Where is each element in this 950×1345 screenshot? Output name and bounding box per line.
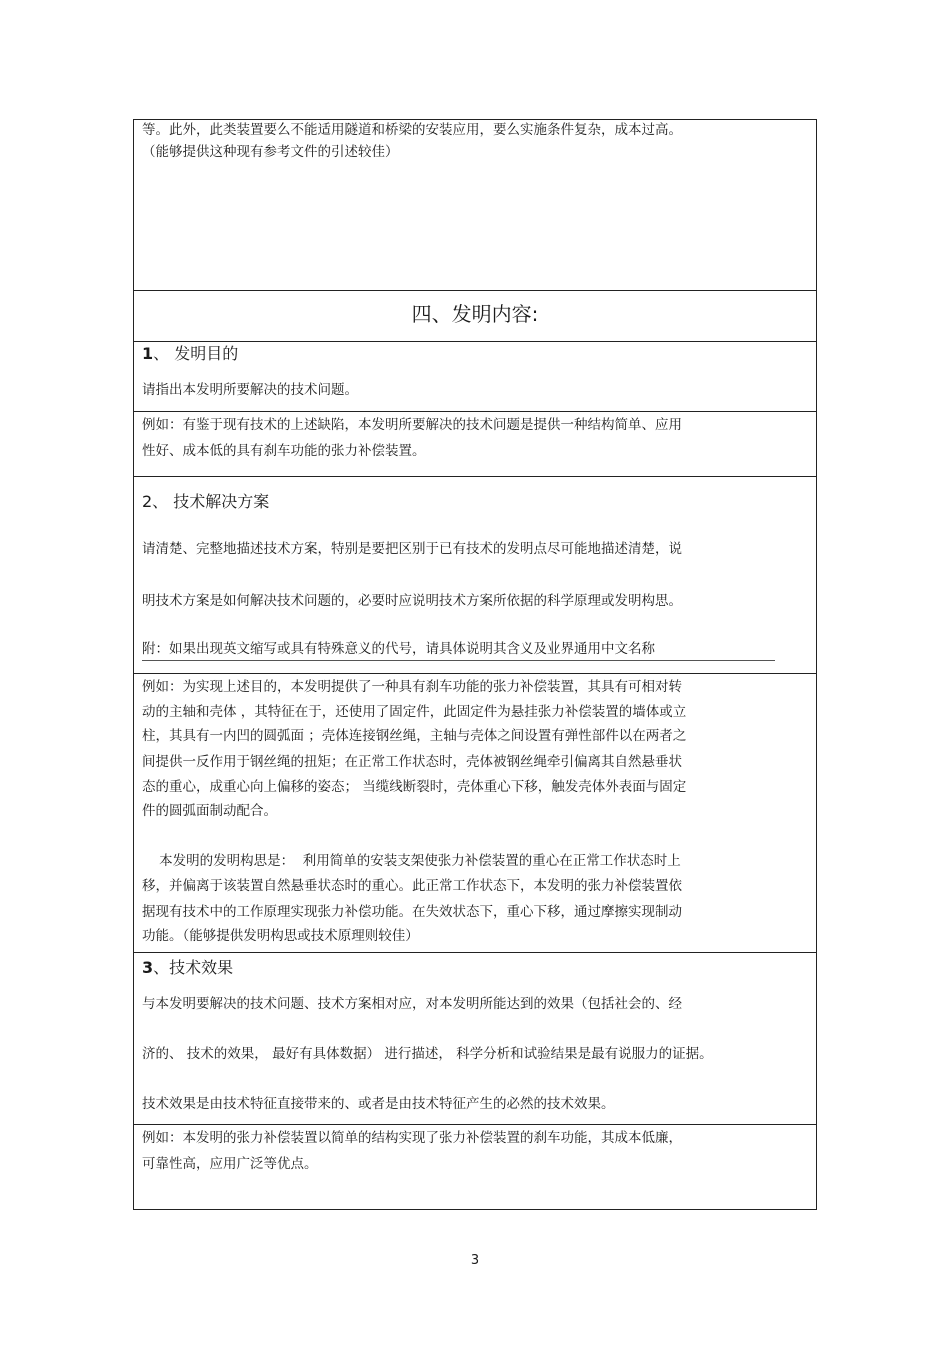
row-divider bbox=[134, 1124, 816, 1125]
concept-line: 功能。（能够提供发明构思或技术原理则较佳） bbox=[142, 928, 419, 944]
solution-example-line: 动的主轴和壳体 ，其特征在于，还使用了固定件，此固定件为悬挂张力补偿装置的墙体或立 bbox=[142, 704, 687, 720]
effect-instruction: 与本发明要解决的技术问题、技术方案相对应，对本发明所能达到的效果（包括社会的、经 bbox=[142, 996, 682, 1012]
solution-instruction: 请清楚、完整地描述技术方案，特别是要把区别于已有技术的发明点尽可能地描述清楚，说 bbox=[142, 541, 682, 557]
effect-heading: 3、技术效果 bbox=[142, 958, 234, 977]
solution-heading: 2、 技术解决方案 bbox=[142, 492, 270, 511]
goal-example-line: 性好、成本低的具有刹车功能的张力补偿装置。 bbox=[142, 443, 426, 459]
prior-art-text: 等。此外，此类装置要么不能适用隧道和桥梁的安装应用，要么实施条件复杂，成本过高。 bbox=[142, 122, 682, 138]
form-table bbox=[133, 119, 817, 1210]
row-divider bbox=[134, 411, 816, 412]
effect-instruction: 济的、 技术的效果， 最好有具体数据） 进行描述， 科学分析和试验结果是最有说服力的证据。 bbox=[142, 1046, 713, 1062]
solution-example-line: 柱，其具有一内凹的圆弧面 ；壳体连接钢丝绳，主轴与壳体之间设置有弹性部件以在两者之 bbox=[142, 728, 687, 744]
solution-example-line: 态的重心，成重心向上偏移的姿态； 当缆线断裂时，壳体重心下移，触发壳体外表面与固定 bbox=[142, 779, 687, 795]
solution-example-line: 例如：为实现上述目的，本发明提供了一种具有刹车功能的张力补偿装置，其具有可相对转 bbox=[142, 679, 682, 695]
page-number: 3 bbox=[470, 1253, 480, 1268]
note-underline bbox=[142, 660, 775, 661]
prior-art-note: （能够提供这种现有参考文件的引述较佳） bbox=[142, 144, 399, 160]
solution-example-line: 件的圆弧面制动配合。 bbox=[142, 803, 277, 819]
row-divider bbox=[134, 952, 816, 953]
row-divider bbox=[134, 341, 816, 342]
effect-example-line: 可靠性高，应用广泛等优点。 bbox=[142, 1156, 318, 1172]
solution-example-line: 间提供一反作用于钢丝绳的扭矩；在正常工作状态时，壳体被钢丝绳牵引偏离其自然悬垂状 bbox=[142, 754, 682, 770]
goal-example-line: 例如：有鉴于现有技术的上述缺陷，本发明所要解决的技术问题是提供一种结构简单、应用 bbox=[142, 417, 682, 433]
effect-instruction: 技术效果是由技术特征直接带来的、或者是由技术特征产生的必然的技术效果。 bbox=[142, 1096, 615, 1112]
concept-line: 据现有技术中的工作原理实现张力补偿功能。在失效状态下，重心下移，通过摩擦实现制动 bbox=[142, 904, 682, 920]
row-divider bbox=[134, 673, 816, 674]
solution-instruction: 明技术方案是如何解决技术问题的，必要时应说明技术方案所依据的科学原理或发明构思。 bbox=[142, 593, 682, 609]
concept-line: 移，并偏离于该装置自然悬垂状态时的重心。此正常工作状态下，本发明的张力补偿装置依 bbox=[142, 878, 682, 894]
goal-heading: 1、 发明目的 bbox=[142, 344, 239, 363]
row-divider bbox=[134, 476, 816, 477]
row-divider bbox=[134, 290, 816, 291]
goal-instruction: 请指出本发明所要解决的技术问题。 bbox=[142, 382, 358, 398]
concept-line: 本发明的发明构思是： 利用简单的安装支架使张力补偿装置的重心在正常工作状态时上 bbox=[142, 853, 681, 869]
section-title: 四、发明内容: bbox=[411, 302, 539, 326]
solution-note: 附：如果出现英文缩写或具有特殊意义的代号，请具体说明其含义及业界通用中文名称 bbox=[142, 641, 655, 657]
effect-example-line: 例如：本发明的张力补偿装置以简单的结构实现了张力补偿装置的刹车功能，其成本低廉， bbox=[142, 1130, 682, 1146]
